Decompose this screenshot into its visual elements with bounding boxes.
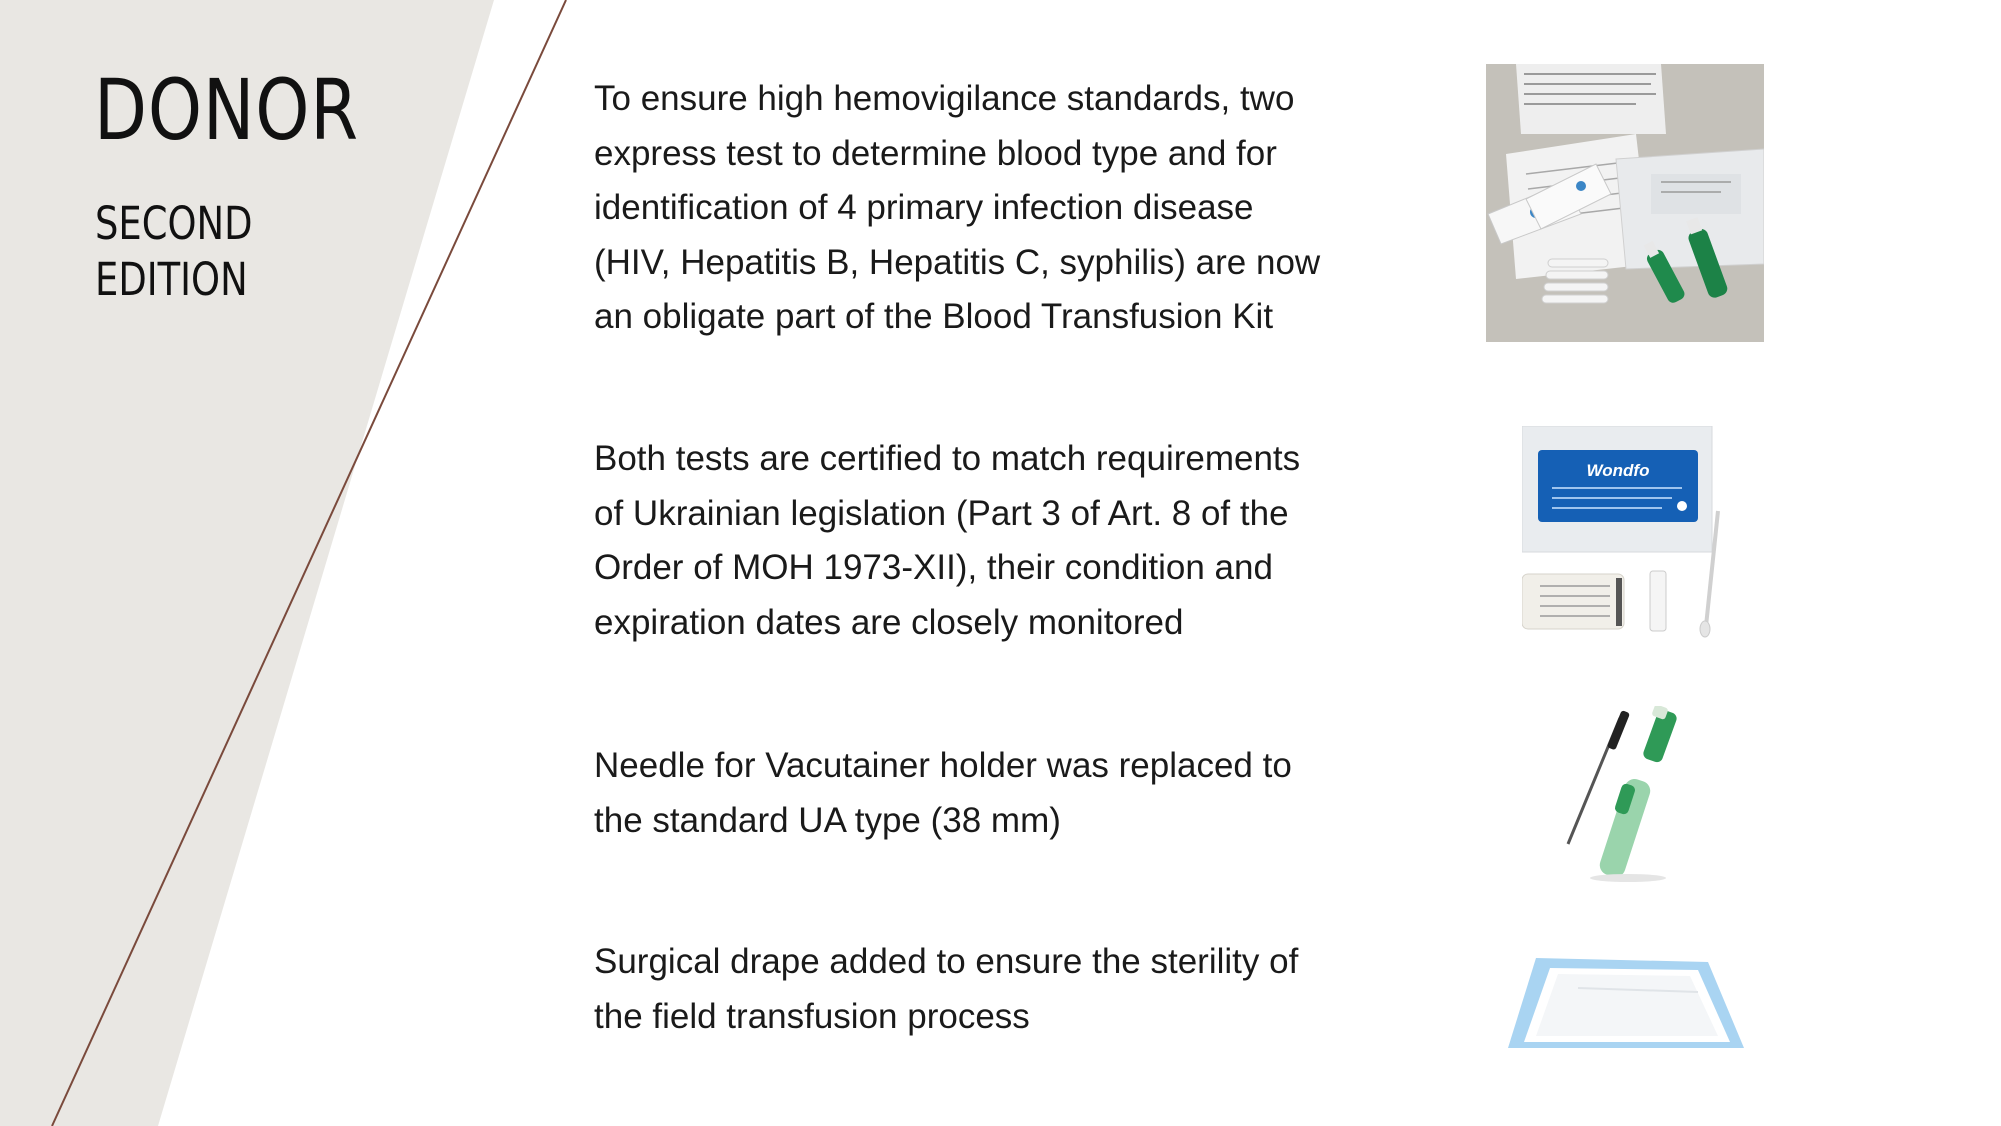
rapid-test-cassette	[1522, 426, 1742, 641]
text-line: express test to determine blood type and for	[594, 133, 1277, 173]
left-panel	[0, 0, 494, 1126]
slide-subtitle	[95, 196, 253, 308]
item-text-certification	[594, 432, 1300, 650]
text-line: the standard UA type (38 mm)	[594, 800, 1061, 840]
item-text-drape	[594, 935, 1298, 1044]
item-text-needle	[594, 739, 1292, 848]
text-line: the field transfusion process	[594, 996, 1030, 1036]
text-line: Both tests are certified to match requirements	[594, 439, 1301, 478]
text-line: an obligate part of the Blood Transfusion Kit	[594, 297, 1274, 336]
text-line: To ensure high hemovigilance standards, two	[594, 79, 1295, 118]
vacutainer-needle	[1560, 706, 1700, 886]
text-line: identification of 4 primary infection disease	[594, 188, 1254, 227]
subtitle-line: EDITION	[95, 253, 248, 306]
surgical-drape	[1508, 952, 1748, 1052]
text-line: Order of MOH 1973-XII), their condition and	[594, 548, 1273, 587]
subtitle-line: SECOND	[95, 197, 253, 250]
text-line: expiration dates are closely monitored	[594, 602, 1184, 642]
test-kit-photo	[1486, 64, 1764, 342]
slide-title: DONOR	[94, 61, 359, 159]
text-line: Surgical drape added to ensure the sterility of	[594, 942, 1299, 981]
text-line: of Ukrainian legislation (Part 3 of Art. 8 of the	[594, 493, 1289, 533]
brand-label: Wondfo	[1586, 461, 1650, 480]
text-line: (HIV, Hepatitis B, Hepatitis C, syphilis) are now	[594, 242, 1321, 282]
item-text-express-tests	[594, 72, 1320, 345]
text-line: Needle for Vacutainer holder was replaced to	[594, 746, 1292, 785]
